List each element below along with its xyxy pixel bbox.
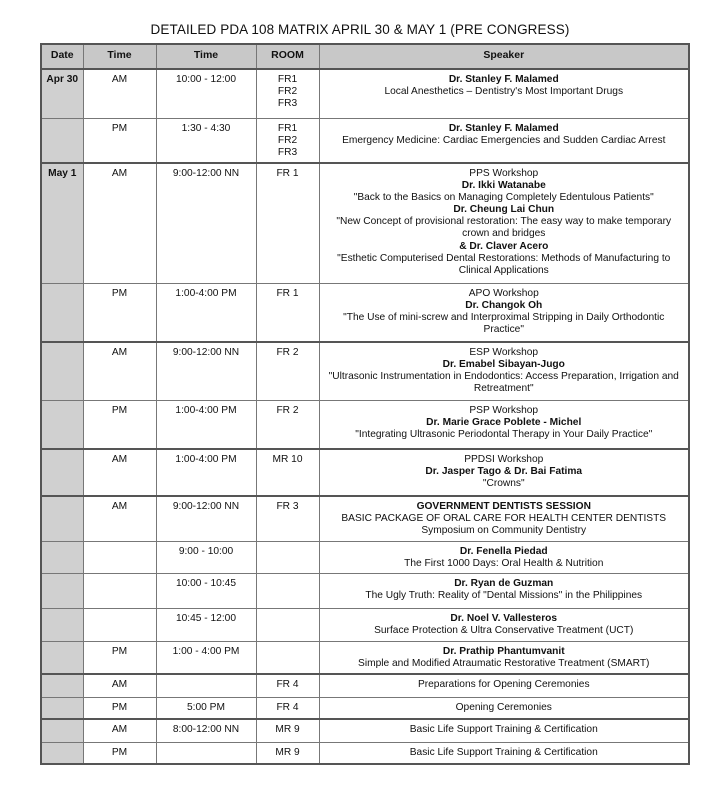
speaker-name: Dr. Fenella Piedad [459, 545, 548, 557]
time-cell: 8:00-12:00 NN [156, 719, 256, 742]
session-cell: AM [83, 449, 156, 496]
room-line: MR 10 [272, 454, 303, 465]
date-cell [41, 641, 83, 674]
time-cell: 1:00-4:00 PM [156, 283, 256, 342]
date-cell: Apr 30 [41, 69, 83, 118]
time-cell: 9:00-12:00 NN [156, 342, 256, 400]
speaker-cell [319, 118, 689, 163]
table-row [41, 496, 689, 541]
session-description: Basic Life Support Training & Certification [409, 746, 598, 758]
session-cell: AM [83, 674, 156, 697]
speaker-name: Dr. Prathip Phantumvanit [442, 645, 565, 657]
room-cell [256, 400, 319, 449]
header-room: ROOM [256, 44, 319, 69]
room-line: FR 2 [276, 404, 299, 416]
time-cell: 9:00-12:00 NN [156, 496, 256, 541]
time-cell: 1:30 - 4:30 [156, 118, 256, 163]
session-description: The Ugly Truth: Reality of "Dental Missions" in the Philippines [365, 589, 643, 601]
time-cell: 9:00-12:00 NN [156, 163, 256, 283]
date-cell [41, 118, 83, 163]
session-cell [83, 541, 156, 573]
time-cell: 9:00 - 10:00 [156, 541, 256, 573]
room-line: FR2 [277, 86, 298, 98]
session-description: ESP Workshop [469, 347, 539, 358]
date-cell [41, 541, 83, 573]
room-line: FR 4 [276, 679, 299, 691]
time-cell: 5:00 PM [156, 697, 256, 719]
speaker-name: Dr. Jasper Tago & Dr. Bai Fatima [425, 466, 583, 478]
table-row [41, 719, 689, 742]
room-cell [256, 118, 319, 163]
time-cell: 1:00 - 4:00 PM [156, 641, 256, 674]
room-line: FR2 [277, 134, 298, 146]
speaker-name: Dr. Emabel Sibayan-Jugo [442, 359, 565, 371]
room-cell [256, 163, 319, 283]
session-description: Symposium on Community Dentistry [421, 525, 587, 537]
time-cell [156, 674, 256, 697]
session-description: PPDSI Workshop [464, 454, 544, 465]
table-row [41, 641, 689, 674]
date-cell [41, 719, 83, 742]
page-title: DETAILED PDA 108 MATRIX APRIL 30 & MAY 1 (PRE CONGRESS) [150, 22, 570, 37]
room-line: MR 9 [275, 724, 300, 736]
table-row [41, 608, 689, 641]
session-description: Basic Life Support Training & Certification [409, 724, 598, 736]
room-line: FR 2 [276, 347, 299, 358]
room-line: FR1 [277, 122, 298, 134]
session-description: Surface Protection & Ultra Conservative Treatment (UCT) [374, 624, 634, 636]
room-cell [256, 541, 319, 573]
time-cell [156, 742, 256, 764]
schedule-body [41, 69, 689, 764]
header-date: Date [41, 44, 83, 69]
header-time: Time [156, 44, 256, 69]
session-description: Local Anesthetics – Dentistry's Most Important Drugs [384, 86, 624, 98]
header-row [41, 44, 689, 69]
session-cell: PM [83, 641, 156, 674]
session-description: "Esthetic Computerised Dental Restorations: Methods of Manufacturing to Clinical Applications [337, 252, 671, 276]
speaker-cell [319, 449, 689, 496]
time-cell: 1:00-4:00 PM [156, 400, 256, 449]
session-cell [83, 573, 156, 608]
date-cell [41, 342, 83, 400]
table-row [41, 674, 689, 697]
date-cell [41, 400, 83, 449]
room-line: FR3 [277, 146, 298, 158]
speaker-name: Dr. Changok Oh [465, 299, 543, 311]
date-cell [41, 496, 83, 541]
time-cell: 1:00-4:00 PM [156, 449, 256, 496]
room-cell [256, 449, 319, 496]
session-cell: AM [83, 719, 156, 742]
table-row [41, 742, 689, 764]
table-row [41, 69, 689, 118]
table-row [41, 283, 689, 342]
speaker-name: Dr. Noel V. Vallesteros [450, 612, 558, 624]
time-cell: 10:00 - 10:45 [156, 573, 256, 608]
session-cell: AM [83, 496, 156, 541]
date-cell [41, 283, 83, 342]
table-row [41, 449, 689, 496]
header-speaker: Speaker [319, 44, 689, 69]
room-cell [256, 608, 319, 641]
time-cell: 10:45 - 12:00 [156, 608, 256, 641]
date-cell [41, 449, 83, 496]
session-description: "Crowns" [482, 478, 525, 490]
table-row [41, 541, 689, 573]
session-description: The First 1000 Days: Oral Health & Nutrition [404, 557, 604, 569]
speaker-cell [319, 400, 689, 449]
room-line: FR 3 [276, 501, 299, 512]
speaker-cell [319, 742, 689, 764]
session-cell: AM [83, 342, 156, 400]
room-line: FR 1 [276, 168, 299, 179]
speaker-cell [319, 674, 689, 697]
speaker-name: Dr. Stanley F. Malamed [448, 74, 559, 85]
speaker-cell [319, 69, 689, 118]
date-cell [41, 674, 83, 697]
room-line: FR3 [277, 98, 298, 110]
session-description: "New Concept of provisional restoration: The easy way to make temporary crown and bridges [336, 216, 672, 240]
session-description: Emergency Medicine: Cardiac Emergencies and Sudden Cardiac Arrest [342, 134, 666, 146]
session-description: PSP Workshop [469, 404, 539, 416]
room-cell [256, 496, 319, 541]
session-description: "Ultrasonic Instrumentation in Endodontics: Access Preparation, Irrigation and Retreatment" [328, 371, 679, 395]
speaker-cell [319, 283, 689, 342]
room-cell [256, 573, 319, 608]
session-cell: PM [83, 400, 156, 449]
speaker-cell [319, 641, 689, 674]
session-description: BASIC PACKAGE OF ORAL CARE FOR HEALTH CENTER DENTISTS [341, 513, 667, 525]
session-description: PPS Workshop [469, 168, 539, 179]
date-cell [41, 608, 83, 641]
session-description: Opening Ceremonies [455, 701, 552, 713]
session-description: "Integrating Ultrasonic Periodontal Therapy in Your Daily Practice" [355, 428, 653, 440]
speaker-name: Dr. Ryan de Guzman [454, 577, 554, 589]
speaker-cell [319, 541, 689, 573]
room-cell [256, 697, 319, 719]
speaker-name: & Dr. Claver Acero [459, 240, 549, 252]
session-cell: AM [83, 163, 156, 283]
session-cell: PM [83, 118, 156, 163]
table-row [41, 400, 689, 449]
session-cell [83, 608, 156, 641]
session-description: "The Use of mini-screw and Interproximal Stripping in Daily Orthodontic Practice" [343, 311, 665, 335]
session-cell: AM [83, 69, 156, 118]
speaker-name: Dr. Marie Grace Poblete - Michel [426, 416, 582, 428]
table-row [41, 697, 689, 719]
room-cell [256, 69, 319, 118]
table-row [41, 163, 689, 283]
date-cell [41, 573, 83, 608]
date-cell [41, 742, 83, 764]
speaker-name: GOVERNMENT DENTISTS SESSION [416, 501, 591, 512]
speaker-name: Dr. Cheung Lai Chun [453, 204, 555, 216]
session-cell: PM [83, 742, 156, 764]
table-row [41, 118, 689, 163]
time-cell: 10:00 - 12:00 [156, 69, 256, 118]
speaker-name: Dr. Ikki Watanabe [461, 180, 546, 192]
room-cell [256, 283, 319, 342]
room-cell [256, 719, 319, 742]
room-cell [256, 342, 319, 400]
session-cell: PM [83, 697, 156, 719]
speaker-cell [319, 697, 689, 719]
table-row [41, 342, 689, 400]
speaker-cell [319, 573, 689, 608]
room-cell [256, 742, 319, 764]
room-line: FR 1 [276, 287, 299, 299]
speaker-cell [319, 163, 689, 283]
speaker-cell [319, 342, 689, 400]
speaker-name: Dr. Stanley F. Malamed [448, 122, 559, 134]
session-cell: PM [83, 283, 156, 342]
session-description: Simple and Modified Atraumatic Restorative Treatment (SMART) [358, 657, 650, 669]
room-cell [256, 674, 319, 697]
session-description: "Back to the Basics on Managing Completely Edentulous Patients" [353, 192, 654, 204]
table-row [41, 573, 689, 608]
room-line: MR 9 [275, 746, 300, 758]
session-description: Preparations for Opening Ceremonies [417, 679, 590, 691]
room-line: FR 4 [276, 701, 299, 713]
date-cell [41, 697, 83, 719]
schedule-table [40, 43, 690, 765]
session-description: APO Workshop [468, 287, 539, 299]
speaker-cell [319, 608, 689, 641]
speaker-cell [319, 496, 689, 541]
date-cell: May 1 [41, 163, 83, 283]
room-cell [256, 641, 319, 674]
speaker-cell [319, 719, 689, 742]
header-session: Time [83, 44, 156, 69]
room-line: FR1 [277, 74, 298, 85]
